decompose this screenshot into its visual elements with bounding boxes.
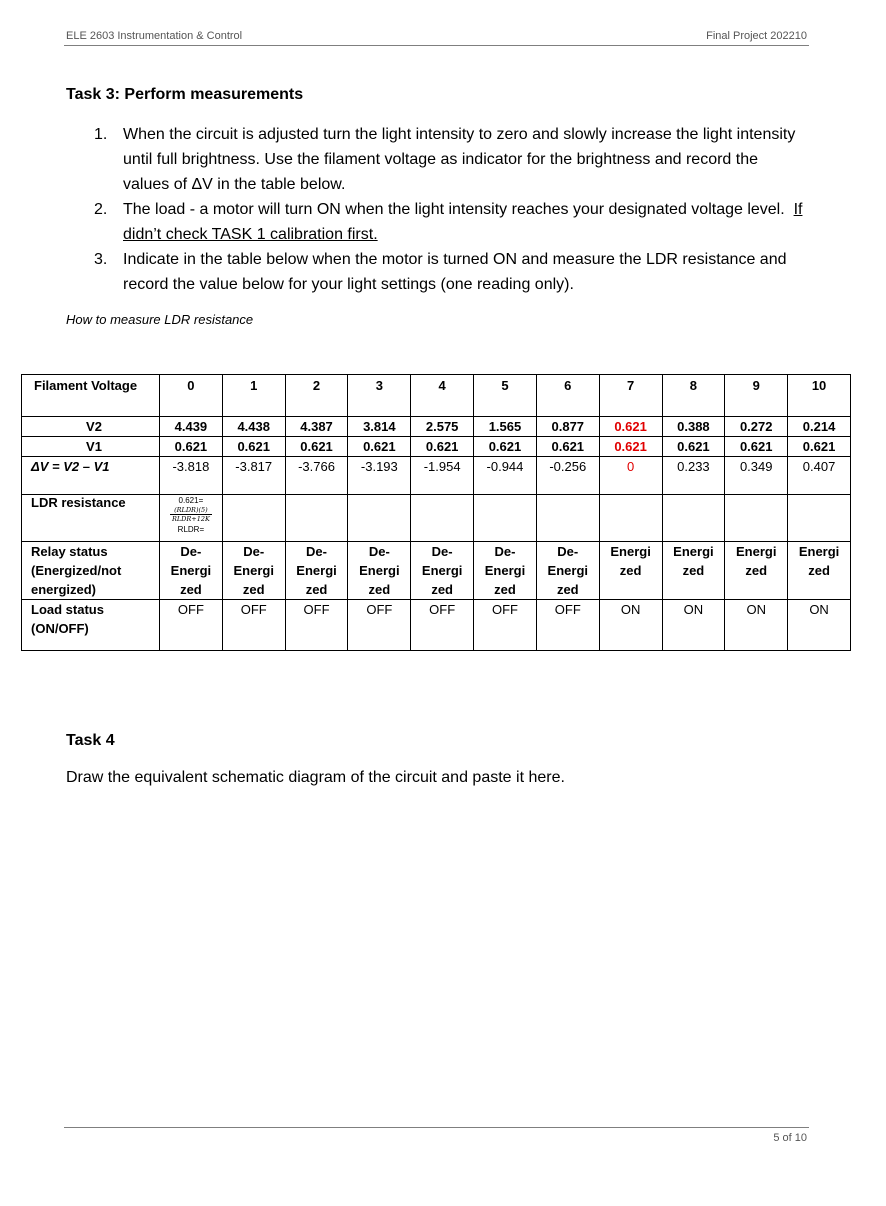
ldr-cell [599,495,662,542]
page-number: 5 of 10 [773,1132,807,1144]
load-cell: OFF [411,600,474,651]
delta-v-label: ΔV = V2 – V1 [22,457,160,495]
v2-cell: 4.439 [160,417,223,437]
relay-cell: Energi zed [788,542,851,600]
project-title: Final Project 202210 [706,30,807,42]
ldr-formula-result: RLDR= [177,525,205,534]
v2-cell: 0.877 [536,417,599,437]
v2-cell: 3.814 [348,417,411,437]
howto-caption: How to measure LDR resistance [66,312,254,327]
ldr-cell [411,495,474,542]
task3-steps [94,122,807,297]
page-header [64,28,809,46]
relay-cell: De-Energi zed [285,542,348,600]
ldr-row [22,495,851,542]
relay-cell: De-Energi zed [348,542,411,600]
ldr-cell [536,495,599,542]
v2-label: V2 [22,417,160,437]
v1-cell: 0.621 [222,437,285,457]
v1-cell: 0.621 [662,437,725,457]
filament-voltage-label: Filament Voltage [22,375,160,417]
ldr-formula-prefix: 0.621= [178,496,204,505]
column-header: 8 [662,375,725,417]
ldr-cell [348,495,411,542]
v1-cell: 0.621 [285,437,348,457]
delta-v-cell: 0 [599,457,662,495]
relay-cell: De-Energi zed [222,542,285,600]
column-header: 2 [285,375,348,417]
load-cell: ON [788,600,851,651]
relay-label: Relay status (Energized/not energized) [22,542,160,600]
step-3: 3. Indicate in the table below when the motor is turned ON and measure the LDR resistance and record the value below for your light settings (one reading only). [94,251,787,293]
column-header: 3 [348,375,411,417]
measurement-table [21,374,851,651]
load-cell: OFF [474,600,537,651]
load-cell: ON [662,600,725,651]
load-cell: OFF [348,600,411,651]
relay-cell: De-Energi zed [474,542,537,600]
step-1: 1. When the circuit is adjusted turn the light intensity to zero and slowly increase the light intensity until full brightness. Use the filament voltage as indicator for the brightness and record the values of ΔV in the table below. [94,126,796,193]
column-header: 4 [411,375,474,417]
relay-cell: Energi zed [599,542,662,600]
relay-cell: De-Energi zed [411,542,474,600]
delta-v-cell: -3.818 [160,457,223,495]
v1-label: V1 [22,437,160,457]
v2-cell: 4.387 [285,417,348,437]
v2-cell: 0.621 [599,417,662,437]
load-cell: ON [725,600,788,651]
v2-cell: 0.214 [788,417,851,437]
delta-v-cell: -3.193 [348,457,411,495]
load-cell: ON [599,600,662,651]
v2-cell: 2.575 [411,417,474,437]
ldr-cell [474,495,537,542]
delta-v-cell: 0.349 [725,457,788,495]
v1-cell: 0.621 [411,437,474,457]
load-cell: OFF [160,600,223,651]
relay-cell: De-Energi zed [536,542,599,600]
ldr-cell [788,495,851,542]
v1-cell: 0.621 [348,437,411,457]
task3-heading: Task 3: Perform measurements [66,86,304,103]
load-row [22,600,851,651]
course-title: ELE 2603 Instrumentation & Control [66,30,243,42]
page-footer [64,1127,809,1144]
delta-v-row [22,457,851,495]
ldr-label: LDR resistance [22,495,160,542]
ldr-cell [285,495,348,542]
ldr-formula-fraction: $\frac{\text{(RLDR)(5)}}{\text{RLDR+12K}}$ [171,506,210,523]
v1-cell: 0.621 [788,437,851,457]
table-header-row [22,375,851,417]
v1-cell: 0.621 [160,437,223,457]
delta-v-cell: -3.817 [222,457,285,495]
column-header: 1 [222,375,285,417]
v1-cell: 0.621 [599,437,662,457]
v2-cell: 4.438 [222,417,285,437]
ldr-cell [725,495,788,542]
delta-v-cell: -0.256 [536,457,599,495]
v2-row [22,417,851,437]
column-header: 9 [725,375,788,417]
load-label: Load status (ON/OFF) [22,600,160,651]
step-2: 2. The load - a motor will turn ON when the light intensity reaches your designated voltage level. If didn’t check TASK 1 calibration first. [94,201,803,243]
column-header: 10 [788,375,851,417]
delta-v-cell: -3.766 [285,457,348,495]
delta-v-cell: 0.233 [662,457,725,495]
ldr-cell [222,495,285,542]
delta-v-cell: -1.954 [411,457,474,495]
v2-cell: 1.565 [474,417,537,437]
v1-cell: 0.621 [474,437,537,457]
load-cell: OFF [536,600,599,651]
column-header: 0 [160,375,223,417]
relay-cell: Energi zed [662,542,725,600]
calibration-note: If didn’t check TASK 1 calibration first. [123,201,803,243]
relay-row [22,542,851,600]
load-cell: OFF [285,600,348,651]
delta-v-cell: 0.407 [788,457,851,495]
task4-heading: Task 4 [66,732,115,749]
column-header: 5 [474,375,537,417]
delta-v-cell: -0.944 [474,457,537,495]
v1-cell: 0.621 [536,437,599,457]
v2-cell: 0.272 [725,417,788,437]
v2-cell: 0.388 [662,417,725,437]
v1-cell: 0.621 [725,437,788,457]
relay-cell: Energi zed [725,542,788,600]
v1-row [22,437,851,457]
column-header: 7 [599,375,662,417]
load-cell: OFF [222,600,285,651]
ldr-cell [160,495,223,542]
relay-cell: De-Energi zed [160,542,223,600]
column-header: 6 [536,375,599,417]
task4-instruction: Draw the equivalent schematic diagram of the circuit and paste it here. [66,769,565,786]
ldr-cell [662,495,725,542]
